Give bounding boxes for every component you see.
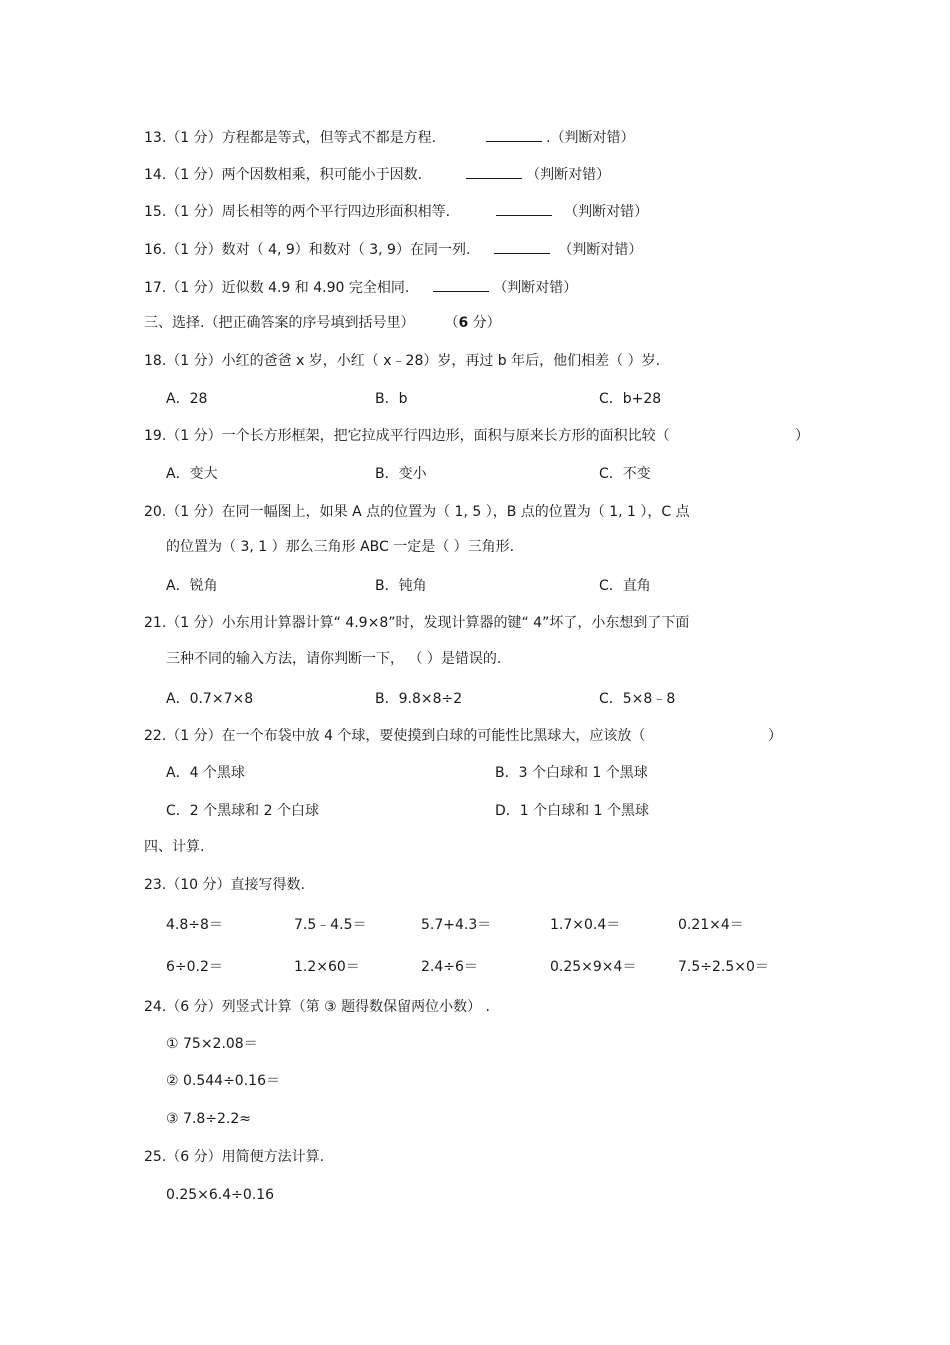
option-b: B．钝角 [375, 578, 427, 594]
answer-blank [433, 277, 489, 292]
judgment-hint: （判断对错） [564, 204, 649, 220]
vertical-calc-item: ③ 7.8÷2.2≈ [166, 1111, 251, 1127]
option-a: A．28 [166, 391, 208, 407]
calc-item: 0.21×4＝ [678, 917, 744, 933]
section-3-heading [144, 313, 501, 333]
question-20-line-2: 的位置为（ 3, 1 ）那么三角形 ABC 一定是（ ）三角形. [166, 539, 515, 555]
answer-blank [466, 164, 522, 179]
question-13 [144, 127, 635, 148]
option-a: A．0.7×7×8 [166, 691, 254, 707]
option-b: B．3 个白球和 1 个黑球 [495, 765, 648, 781]
question-25: 25.（6 分）用简便方法计算. [144, 1149, 325, 1165]
score-open: （ [444, 315, 459, 331]
judgment-hint: （判断对错） [493, 280, 578, 296]
option-a: A．锐角 [166, 578, 218, 594]
question-19 [144, 426, 670, 446]
section-score: 6 [458, 315, 469, 331]
question-18: 18.（1 分）小红的爸爸 x 岁，小红（ x﹣28）岁，再过 b 年后，他们相差（ ）岁. [144, 353, 661, 369]
question-22-close: ） [768, 728, 782, 744]
question-text: （1 分）周长相等的两个平行四边形面积相等. [166, 204, 451, 220]
simplify-expression: 0.25×6.4÷0.16 [166, 1187, 275, 1203]
question-text: （1 分）两个因数相乘，积可能小于因数. [166, 167, 423, 183]
question-19-close: ） [795, 428, 809, 444]
judgment-hint: （判断对错） [526, 167, 611, 183]
vertical-calc-item: ② 0.544÷0.16＝ [166, 1073, 280, 1089]
question-text: （1 分）数对（ 4, 9）和数对（ 3, 9）在同一列. [166, 242, 471, 258]
option-b: B．b [375, 391, 408, 407]
score-unit: 分） [468, 315, 501, 331]
option-c: C．2 个黑球和 2 个白球 [166, 803, 319, 819]
question-20-line-1: 20.（1 分）在同一幅图上，如果 A 点的位置为（ 1, 5 ），B 点的位置为（ 1, 1 ），C 点 [144, 504, 690, 520]
question-text: 19.（1 分）一个长方形框架，把它拉成平行四边形，面积与原来长方形的面积比较（ [144, 428, 670, 444]
question-number: 13. [144, 130, 167, 146]
calc-item: 1.2×60＝ [294, 959, 360, 975]
option-a: A．4 个黑球 [166, 765, 245, 781]
answer-blank [494, 239, 550, 254]
calc-item: 0.25×9×4＝ [550, 959, 637, 975]
question-21-line-2: 三种不同的输入方法，请你判断一下， （ ）是错误的. [166, 651, 502, 667]
calc-item: 7.5﹣4.5＝ [294, 917, 367, 933]
option-d: D．1 个白球和 1 个黑球 [495, 803, 649, 819]
option-b: B．变小 [375, 466, 427, 482]
calc-item: 7.5÷2.5×0＝ [678, 959, 769, 975]
section-title: 三、选择.（把正确答案的序号填到括号里） [144, 315, 415, 331]
option-c: C．5×8﹣8 [599, 691, 676, 707]
question-16 [144, 239, 642, 260]
section-4-heading: 四、计算. [144, 839, 205, 855]
question-21-line-1: 21.（1 分）小东用计算器计算“ 4.9×8”时，发现计算器的键“ 4”坏了，小东想到了下面 [144, 615, 690, 631]
judgment-hint: .（判断对错） [546, 130, 635, 146]
answer-blank [496, 201, 552, 216]
question-14 [144, 164, 610, 185]
option-c: C．不变 [599, 466, 651, 482]
calc-item: 2.4÷6＝ [421, 959, 478, 975]
question-number: 16. [144, 242, 167, 258]
question-number: 17. [144, 280, 167, 296]
question-number: 14. [144, 167, 167, 183]
option-c: C．直角 [599, 578, 651, 594]
judgment-hint: （判断对错） [558, 242, 643, 258]
calc-item: 6÷0.2＝ [166, 959, 223, 975]
question-23: 23.（10 分）直接写得数. [144, 877, 305, 893]
option-b: B．9.8×8÷2 [375, 691, 463, 707]
question-text: （1 分）近似数 4.9 和 4.90 完全相同. [166, 280, 410, 296]
calc-item: 1.7×0.4＝ [550, 917, 621, 933]
option-a: A．变大 [166, 466, 218, 482]
answer-blank [486, 127, 542, 142]
question-24: 24.（6 分）列竖式计算（第 ③ 题得数保留两位小数） . [144, 999, 490, 1015]
question-number: 15. [144, 204, 167, 220]
option-c: C．b+28 [599, 391, 662, 407]
calc-item: 5.7+4.3＝ [421, 917, 492, 933]
question-text: （1 分）方程都是等式，但等式不都是方程. [166, 130, 437, 146]
question-17 [144, 277, 577, 298]
question-15 [144, 201, 648, 222]
calc-item: 4.8÷8＝ [166, 917, 223, 933]
question-22: 22.（1 分）在一个布袋中放 4 个球，要使摸到白球的可能性比黑球大，应该放（ [144, 728, 646, 744]
vertical-calc-item: ① 75×2.08＝ [166, 1036, 258, 1052]
